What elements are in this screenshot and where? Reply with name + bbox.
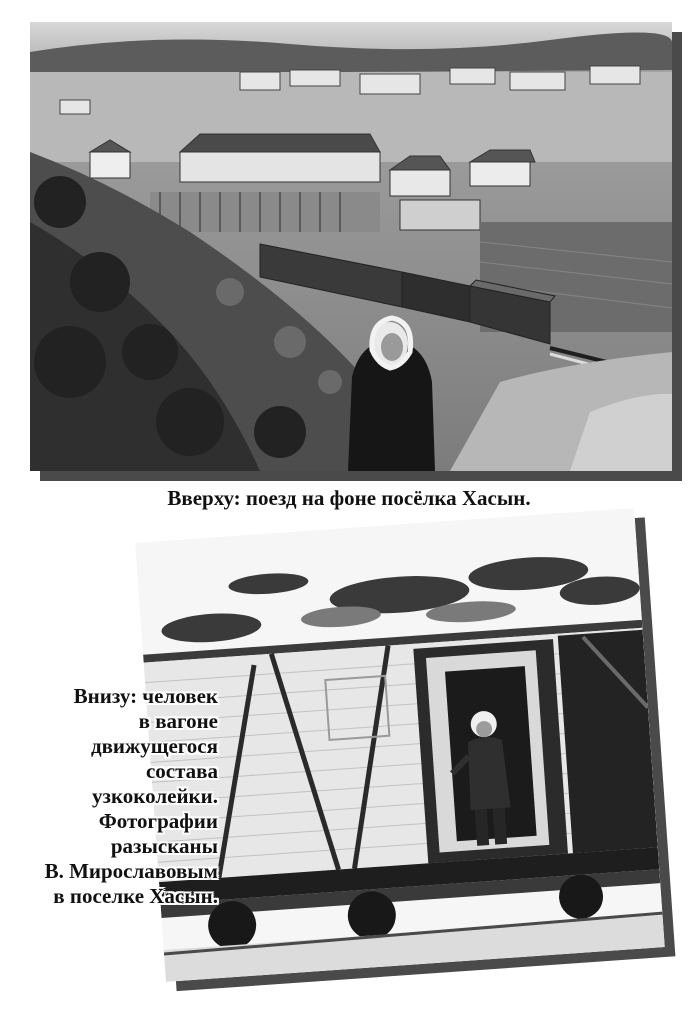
caption-line: Внизу: человек	[73, 684, 218, 708]
bottom-photo-caption	[0, 684, 218, 909]
top-photo-caption: Вверху: поезд на фоне посёлка Хасын.	[167, 486, 531, 510]
caption-line: Фотографии	[98, 809, 218, 833]
caption-line: в вагоне	[138, 709, 218, 733]
caption-line: в поселке Хасын.	[53, 884, 218, 908]
caption-line: движущегося	[90, 734, 218, 758]
caption-line: В. Мирославовым	[44, 859, 218, 883]
top-photo	[30, 22, 672, 471]
village-train-scene	[30, 22, 672, 471]
caption-line: состава	[145, 759, 218, 783]
caption-line: разысканы	[110, 834, 218, 858]
caption-line: узкоколейки.	[92, 784, 218, 808]
